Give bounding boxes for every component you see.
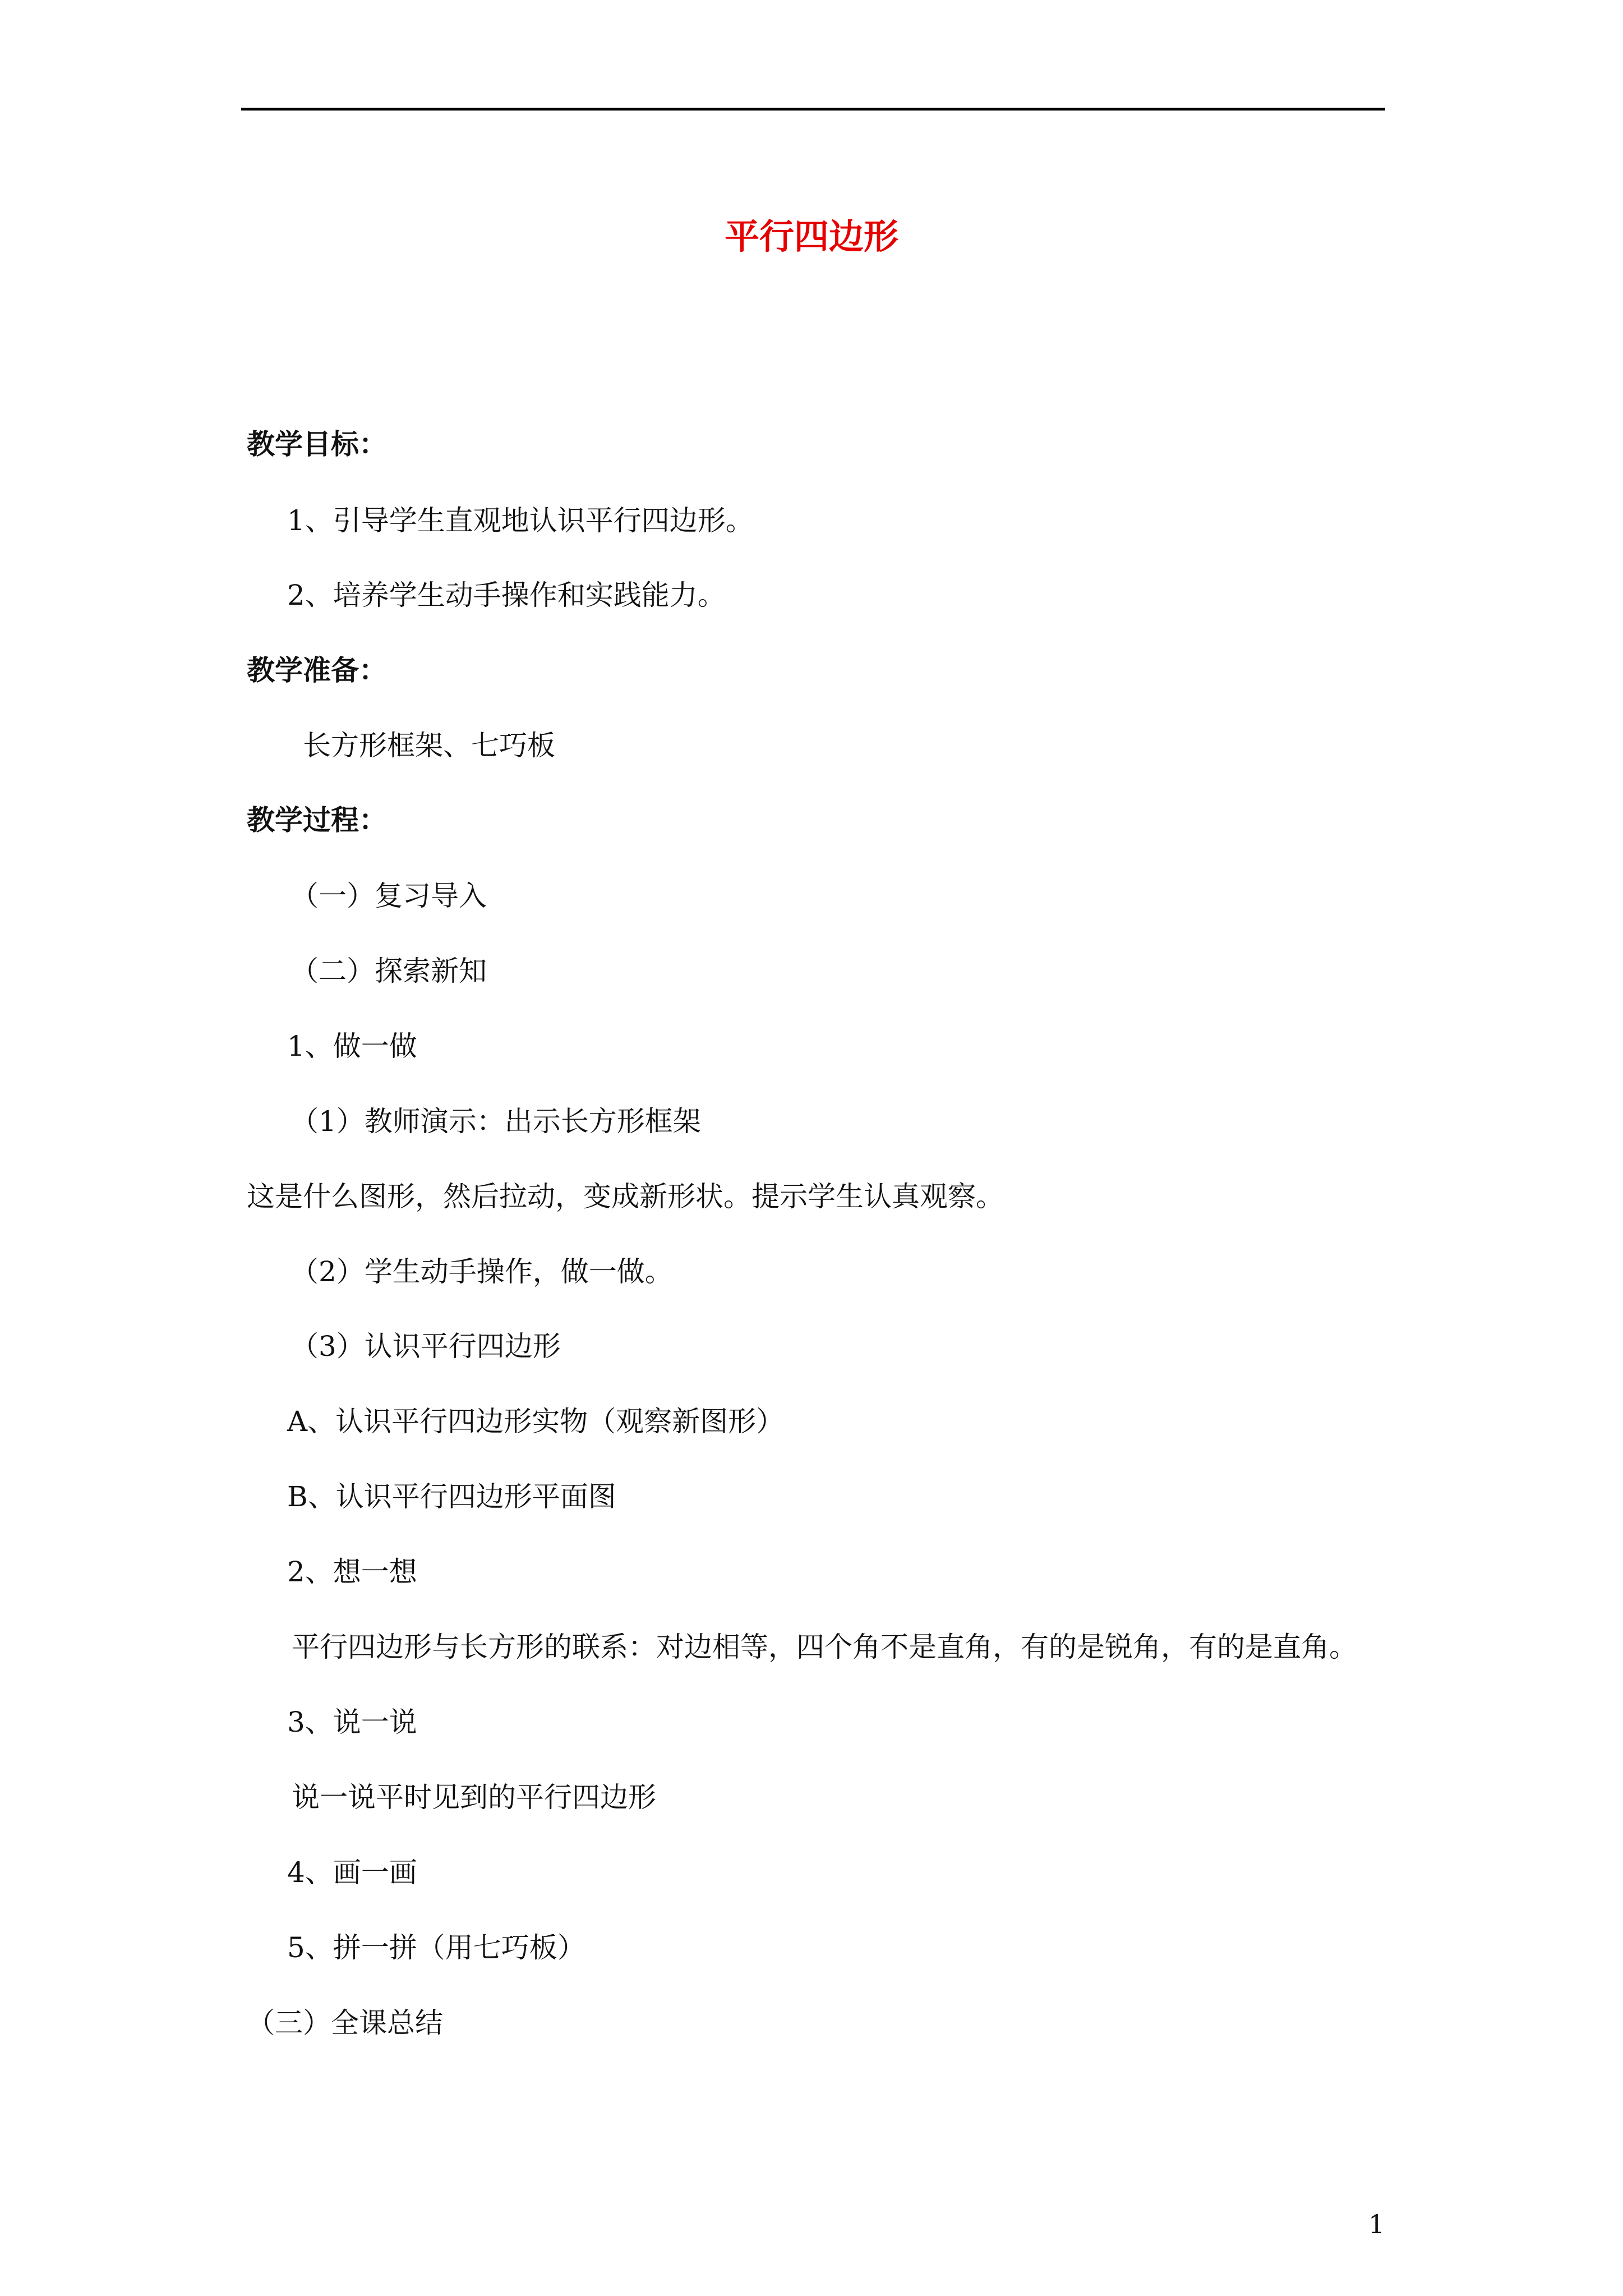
prep-heading: 教学准备： — [247, 654, 387, 687]
explore-item-1-3: （3）认识平行四边形 — [291, 1330, 561, 1363]
goal-item-1: 1、引导学生直观地认识平行四边形。 — [287, 504, 754, 537]
process-heading: 教学过程： — [247, 803, 387, 836]
explore-item-4: 4、画一画 — [287, 1856, 417, 1889]
step-summary: （三）全课总结 — [247, 2007, 443, 2039]
step-explore: （二）探索新知 — [291, 955, 487, 987]
explore-item-3: 3、说一说 — [287, 1706, 417, 1738]
explore-item-1-3-a: A、认识平行四边形实物（观察新图形） — [287, 1405, 785, 1438]
prep-items: 长方形框架、七巧板 — [303, 729, 555, 762]
header-rule — [241, 108, 1385, 111]
goal-heading: 教学目标： — [247, 427, 387, 461]
page-number: 1 — [1368, 2209, 1385, 2239]
explore-item-1-1-text: 这是什么图形，然后拉动，变成新形状。提示学生认真观察。 — [247, 1180, 1004, 1213]
explore-item-3-text: 说一说平时见到的平行四边形 — [292, 1781, 656, 1814]
explore-item-1: 1、做一做 — [287, 1030, 417, 1062]
explore-item-2: 2、想一想 — [287, 1556, 417, 1588]
step-review: （一）复习导入 — [291, 880, 487, 912]
explore-item-1-1: （1）教师演示：出示长方形框架 — [291, 1105, 701, 1138]
explore-item-2-text: 平行四边形与长方形的联系：对边相等，四个角不是直角，有的是锐角，有的是直角。 — [292, 1631, 1357, 1663]
explore-item-1-3-b: B、认识平行四边形平面图 — [287, 1480, 616, 1513]
document-title: 平行四边形 — [724, 216, 898, 257]
explore-item-1-2: （2）学生动手操作，做一做。 — [291, 1255, 673, 1288]
goal-item-2: 2、培养学生动手操作和实践能力。 — [287, 579, 726, 611]
explore-item-5: 5、拼一拼（用七巧板） — [287, 1931, 585, 1964]
